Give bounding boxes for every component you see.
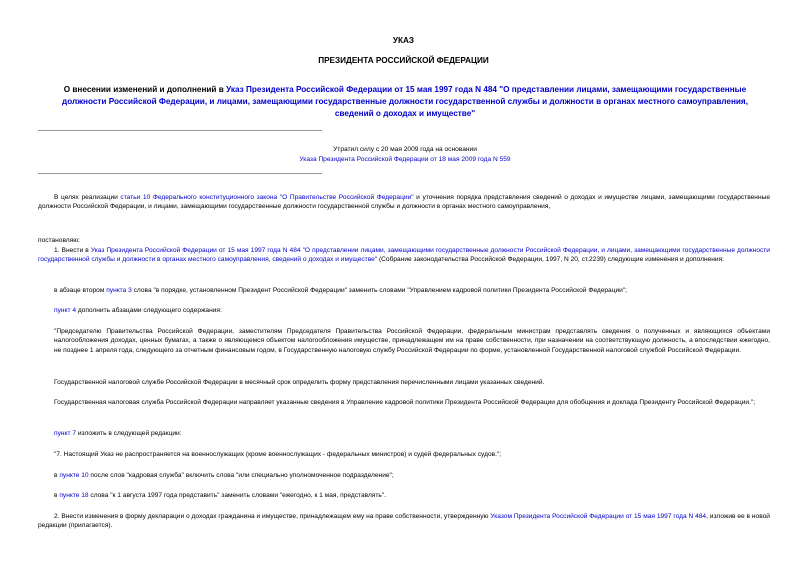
- preamble-paragraph: [38, 193, 770, 212]
- clause-7-link[interactable]: пункт 7: [54, 430, 76, 437]
- change-text: в: [54, 492, 60, 499]
- title-decree-link[interactable]: Указ Президента Российской Федерации от 15 мая 1997 года N 484 "О представлении лицами, замещающими государственные должности Российской Федерации, и лицами, замещающими государственные должности государственной службы и должности в органах местного самоуправления, сведений о доходах и имуществе": [62, 85, 748, 118]
- item-1-paragraph: [38, 246, 770, 265]
- change-clause-18: [54, 491, 770, 500]
- title-prefix: О внесении изменений и дополнений в: [63, 85, 227, 94]
- constitutional-law-link[interactable]: статьи 10 Федерального конституционного закона "О Правительстве Российской Федерации": [120, 194, 414, 201]
- change-clause-10: [54, 471, 770, 480]
- divider-bottom: [38, 173, 322, 174]
- quote-paragraph-3: Государственная налоговая служба Российской Федерации направляет указанные сведения в Управление кадровой политики Президента Российской Федерации для обобщения и доклада Президенту Российской Федерации.";: [54, 399, 756, 406]
- change-text: в: [54, 472, 60, 479]
- change-text-2: после слов "кадровая служба" включить слова "или специально уполномоченное подразделение";: [88, 472, 394, 479]
- preamble-text: В целях реализации: [54, 194, 121, 201]
- quote-paragraph-4: "7. Настоящий Указ не распространяется на военнослужащих (кроме военнослужащих - федеральных министров) и судей федеральных судов.";: [54, 451, 502, 458]
- change-clause-7: [54, 429, 770, 438]
- document-title: [60, 84, 750, 120]
- clause-10-link[interactable]: пункте 10: [59, 472, 89, 479]
- change-text: изложить в следующей редакции:: [76, 430, 182, 437]
- quote-paragraph-1: "Председателю Правительства Российской Федерации, заместителям Председателя Правительства Российской Федерации, федеральным министрам представлять сведения о полученных и являющихся объектами налогообложения доходах, ценных бумагах, а также о являющемся объектом налогообложения имуществе, принадлежащем им на праве собственности, при назначении на соответствующую должность, а впоследствии ежегодно, не позднее 1 апреля года, следующего за отчетным финансовым годом, в Государственную налоговую службу Российской Федерации по форме, установленной Государственной налоговой службой Российской Федерации.: [54, 328, 770, 354]
- status-text: Утратил силу с 20 мая 2009 года на основании: [333, 146, 477, 153]
- item-2-text-2: , изложив ее в новой редакции (прилагается).: [38, 513, 770, 530]
- change-text-2: слова "в порядке, установленном Президент Российской Федерации" заменить словами "Управлением кадровой политики Президента Российской Федерации";: [131, 287, 628, 294]
- clause-18-link[interactable]: пункте 18: [59, 492, 89, 499]
- change-clause-3: [54, 286, 770, 295]
- item-1-text-2: (Собрание законодательства Российской Федерации, 1997, N 20, ст.2239) следующие изменения и дополнения:: [377, 256, 725, 264]
- quote-paragraph-2: Государственной налоговой службе Российской Федерации в месячный срок определить форму представления перечисленными лицами указанных сведений.: [54, 379, 545, 386]
- clause-4-link[interactable]: пункт 4: [54, 307, 76, 314]
- divider-top: [38, 130, 322, 131]
- change-text-2: слова "к 1 августа 1997 года представить" заменить словами "ежегодно, к 1 мая, представлять".: [88, 492, 387, 499]
- item-2-decree-link[interactable]: Указом Президента Российской Федерации от 15 мая 1997 года N 484: [490, 513, 707, 520]
- item-2-text: 2. Внести изменения в форму декларации о доходах гражданина и имуществе, принадлежащем ему на праве собственности, утвержденную: [54, 513, 491, 520]
- change-text: дополнить абзацами следующего содержания:: [76, 307, 222, 314]
- status-decree-link[interactable]: Указа Президента Российской Федерации от 18 мая 2009 года N 559: [299, 156, 511, 163]
- decree-word: постановляю:: [38, 237, 81, 244]
- preamble-text-2: и уточнения порядка представления сведений о доходах и имуществе лицами, замещающими государственные должности Российской Федерации, и лицами, замещающими государственные должности государственной службы и должности в органах местного самоуправления,: [38, 194, 770, 211]
- item-1-text: 1. Внести в: [54, 247, 91, 254]
- change-text: в абзаце втором: [54, 287, 107, 294]
- clause-3-link[interactable]: пункта 3: [106, 287, 132, 294]
- status-note: [180, 145, 630, 165]
- item-1-decree-link[interactable]: Указ Президента Российской Федерации от 15 мая 1997 года N 484 "О представлении лицами, замещающими государственные должности Российской Федерации, и лицами, замещающими государственные должности государственной службы и должности в органах местного самоуправления, сведений о доходах и имуществе": [38, 247, 770, 264]
- issuer-heading: ПРЕЗИДЕНТА РОССИЙСКОЙ ФЕДЕРАЦИИ: [318, 56, 489, 65]
- document-type-heading: УКАЗ: [392, 36, 415, 45]
- item-2-paragraph: [38, 512, 770, 531]
- change-clause-4: [54, 306, 770, 315]
